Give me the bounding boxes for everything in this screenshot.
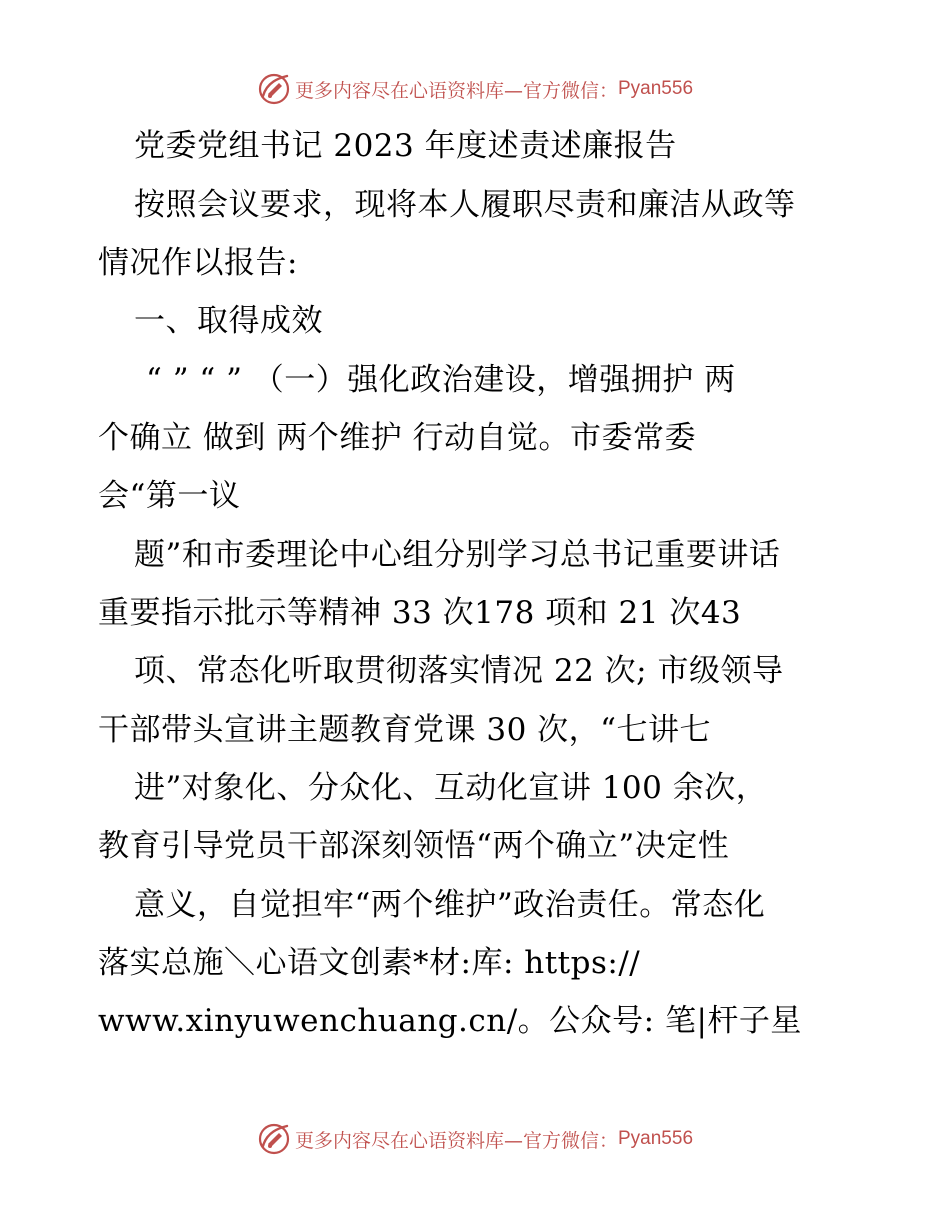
paragraph-line: 落实总施＼心语文创素*材:库: https:// <box>98 945 641 981</box>
paragraph-line: “ ” “ ” （一）强化政治建设，增强拥护 两 <box>146 362 736 398</box>
paragraph-line: 干部带头宣讲主题教育党课 30 次，“七讲七 <box>98 712 712 748</box>
banner-text: 更多内容尽在心语资料库—官方微信： <box>294 1129 618 1152</box>
paragraph-line: 进”对象化、分众化、互动化宣讲 100 余次， <box>134 770 768 806</box>
paragraph-line: 教育引导党员干部深刻领悟“两个确立”决定性 <box>98 828 730 864</box>
brand-logo-icon <box>257 1122 291 1156</box>
paragraph-line: 会“第一议 <box>98 478 241 514</box>
document-title: 党委党组书记 2023 年度述责述廉报告 <box>134 128 677 164</box>
paragraph-line: www.xinyuwenchuang.cn/。公众号: 笔|杆子星 <box>98 1003 802 1039</box>
banner-wechat-id: Pyan556 <box>618 78 694 99</box>
footer-watermark-banner <box>0 1122 950 1156</box>
header-watermark-banner <box>0 72 950 106</box>
section-heading: 一、取得成效 <box>134 303 323 339</box>
banner-wechat-id: Pyan556 <box>618 1128 694 1149</box>
brand-logo-icon <box>257 72 291 106</box>
banner-text: 更多内容尽在心语资料库—官方微信： <box>294 79 618 102</box>
paragraph-line: 按照会议要求，现将本人履职尽责和廉洁从政等 <box>134 187 796 223</box>
paragraph-line: 情况作以报告: <box>98 245 298 281</box>
paragraph-line: 题”和市委理论中心组分别学习总书记重要讲话 <box>134 537 781 573</box>
paragraph-line: 项、常态化听取贯彻落实情况 22 次; 市级领导 <box>134 653 784 689</box>
paragraph-line: 意义，自觉担牢“两个维护”政治责任。常态化 <box>134 887 766 923</box>
paragraph-line: 个确立 做到 两个维护 行动自觉。市委常委 <box>98 420 697 456</box>
paragraph-line: 重要指示批示等精神 33 次178 项和 21 次43 <box>98 595 742 631</box>
